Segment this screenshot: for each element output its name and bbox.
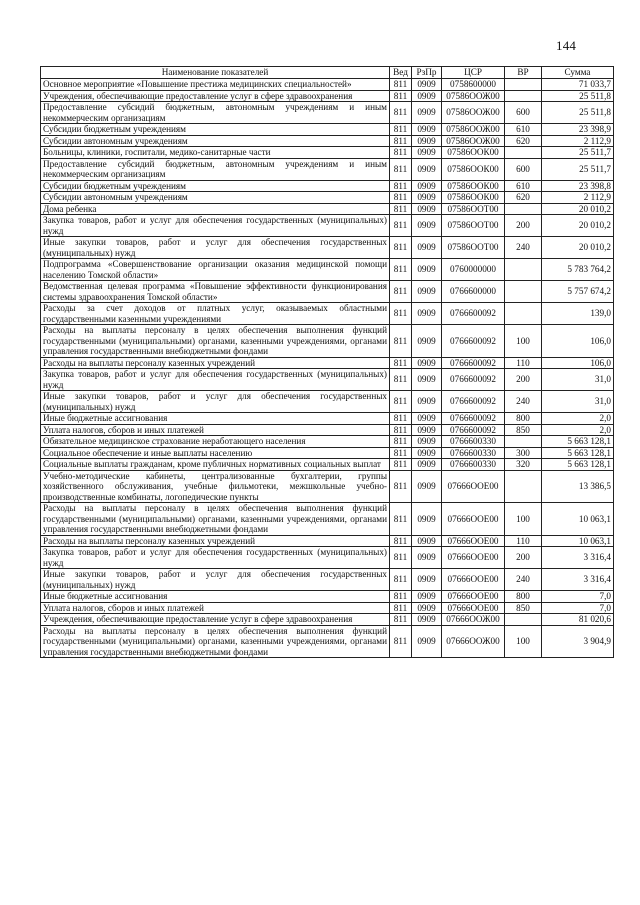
row-name-cell: Иные закупки товаров, работ и услуг для обеспечения государственных (муниципальных) нужд xyxy=(41,391,390,413)
row-vr-cell: 320 xyxy=(505,459,542,471)
row-vr-cell: 300 xyxy=(505,447,542,459)
row-ved-cell: 811 xyxy=(390,79,412,91)
row-csr-cell: 07586ООТ00 xyxy=(442,215,505,237)
table-row xyxy=(41,215,614,237)
table-row xyxy=(41,192,614,204)
row-csr-cell: 0766600330 xyxy=(442,447,505,459)
row-csr-cell: 0766600092 xyxy=(442,357,505,369)
table-row xyxy=(41,436,614,448)
row-rzpr-cell: 0909 xyxy=(412,237,442,259)
row-csr-cell: 07666ООЕ00 xyxy=(442,602,505,614)
row-ved-cell: 811 xyxy=(390,602,412,614)
table-row xyxy=(41,259,614,281)
table-row xyxy=(41,535,614,547)
row-rzpr-cell: 0909 xyxy=(412,90,442,102)
row-sum-cell: 2,0 xyxy=(542,424,614,436)
row-vr-cell: 850 xyxy=(505,424,542,436)
row-sum-cell: 139,0 xyxy=(542,303,614,325)
row-rzpr-cell: 0909 xyxy=(412,180,442,192)
table-row xyxy=(41,180,614,192)
row-ved-cell: 811 xyxy=(390,459,412,471)
row-name-cell: Учебно-методические кабинеты, централизованные бухгалтерии, группы хозяйственного обслуживания, учебные фильмотеки, межшкольные учебно-производственные комбинаты, логопедические пункты xyxy=(41,470,390,503)
row-rzpr-cell: 0909 xyxy=(412,602,442,614)
column-header-ved: Вед xyxy=(390,67,412,79)
row-csr-cell: 07666ООЕ00 xyxy=(442,569,505,591)
row-vr-cell xyxy=(505,259,542,281)
row-ved-cell: 811 xyxy=(390,369,412,391)
table-row xyxy=(41,369,614,391)
row-name-cell: Закупка товаров, работ и услуг для обеспечения государственных (муниципальных) нужд xyxy=(41,369,390,391)
row-sum-cell: 13 386,5 xyxy=(542,470,614,503)
row-sum-cell: 23 398,8 xyxy=(542,180,614,192)
row-sum-cell: 81 020,6 xyxy=(542,614,614,626)
row-vr-cell: 100 xyxy=(505,625,542,658)
table-row xyxy=(41,591,614,603)
row-csr-cell: 07666ООЕ00 xyxy=(442,470,505,503)
row-rzpr-cell: 0909 xyxy=(412,614,442,626)
row-sum-cell: 25 511,8 xyxy=(542,102,614,124)
row-ved-cell: 811 xyxy=(390,147,412,159)
row-vr-cell: 110 xyxy=(505,535,542,547)
row-csr-cell: 07666ООЕ00 xyxy=(442,535,505,547)
row-rzpr-cell: 0909 xyxy=(412,135,442,147)
row-csr-cell: 07666ООЖ00 xyxy=(442,614,505,626)
row-name-cell: Субсидии автономным учреждениям xyxy=(41,135,390,147)
row-csr-cell: 0760000000 xyxy=(442,259,505,281)
row-sum-cell: 71 033,7 xyxy=(542,79,614,91)
row-csr-cell: 07586ООЖ00 xyxy=(442,90,505,102)
row-vr-cell: 800 xyxy=(505,591,542,603)
row-ved-cell: 811 xyxy=(390,535,412,547)
row-name-cell: Закупка товаров, работ и услуг для обеспечения государственных (муниципальных) нужд xyxy=(41,547,390,569)
table-row xyxy=(41,237,614,259)
row-sum-cell: 3 316,4 xyxy=(542,547,614,569)
row-ved-cell: 811 xyxy=(390,180,412,192)
row-csr-cell: 07586ООК00 xyxy=(442,147,505,159)
row-sum-cell: 3 316,4 xyxy=(542,569,614,591)
row-vr-cell: 600 xyxy=(505,158,542,180)
row-vr-cell xyxy=(505,303,542,325)
table-row xyxy=(41,470,614,503)
row-csr-cell: 07586ООЖ00 xyxy=(442,135,505,147)
row-rzpr-cell: 0909 xyxy=(412,281,442,303)
row-ved-cell: 811 xyxy=(390,591,412,603)
table-row xyxy=(41,203,614,215)
row-csr-cell: 0766600330 xyxy=(442,436,505,448)
table-row xyxy=(41,90,614,102)
row-name-cell: Закупка товаров, работ и услуг для обеспечения государственных (муниципальных) нужд xyxy=(41,215,390,237)
table-row xyxy=(41,569,614,591)
row-name-cell: Учреждения, обеспечивающие предоставление услуг в сфере здравоохранения xyxy=(41,90,390,102)
row-ved-cell: 811 xyxy=(390,158,412,180)
row-vr-cell: 620 xyxy=(505,192,542,204)
row-csr-cell: 0766600092 xyxy=(442,369,505,391)
row-ved-cell: 811 xyxy=(390,237,412,259)
row-name-cell: Предоставление субсидий бюджетным, автономным учреждениям и иным некоммерческим организациям xyxy=(41,158,390,180)
row-rzpr-cell: 0909 xyxy=(412,535,442,547)
row-rzpr-cell: 0909 xyxy=(412,470,442,503)
row-sum-cell: 106,0 xyxy=(542,357,614,369)
row-sum-cell: 7,0 xyxy=(542,591,614,603)
row-csr-cell: 07586ООТ00 xyxy=(442,237,505,259)
row-ved-cell: 811 xyxy=(390,424,412,436)
row-vr-cell: 850 xyxy=(505,602,542,614)
row-csr-cell: 07666ООЖ00 xyxy=(442,625,505,658)
row-rzpr-cell: 0909 xyxy=(412,503,442,536)
table-row xyxy=(41,447,614,459)
table-row xyxy=(41,602,614,614)
row-vr-cell xyxy=(505,90,542,102)
row-rzpr-cell: 0909 xyxy=(412,203,442,215)
row-vr-cell: 100 xyxy=(505,325,542,358)
row-rzpr-cell: 0909 xyxy=(412,147,442,159)
row-sum-cell: 25 511,7 xyxy=(542,147,614,159)
row-sum-cell: 10 063,1 xyxy=(542,503,614,536)
table-row xyxy=(41,281,614,303)
row-rzpr-cell: 0909 xyxy=(412,424,442,436)
row-sum-cell: 5 663 128,1 xyxy=(542,459,614,471)
table-row xyxy=(41,135,614,147)
row-csr-cell: 0766600330 xyxy=(442,459,505,471)
row-sum-cell: 5 663 128,1 xyxy=(542,436,614,448)
table-row xyxy=(41,357,614,369)
row-rzpr-cell: 0909 xyxy=(412,591,442,603)
table-row xyxy=(41,413,614,425)
row-csr-cell: 0758600000 xyxy=(442,79,505,91)
row-name-cell: Подпрограмма «Совершенствование организации оказания медицинской помощи населению Томской области» xyxy=(41,259,390,281)
row-name-cell: Больницы, клиники, госпитали, медико-санитарные части xyxy=(41,147,390,159)
row-name-cell: Расходы на выплаты персоналу в целях обеспечения выполнения функций государственными (муниципальными) органами, казенными учреждениями, органами управления государственными внебюджетными фондами xyxy=(41,625,390,658)
row-csr-cell: 07586ООЖ00 xyxy=(442,102,505,124)
budget-table xyxy=(40,66,614,658)
row-vr-cell: 200 xyxy=(505,369,542,391)
column-header-csr: ЦСР xyxy=(442,67,505,79)
table-row xyxy=(41,79,614,91)
row-csr-cell: 07666ООЕ00 xyxy=(442,503,505,536)
row-csr-cell: 07586ООТ00 xyxy=(442,203,505,215)
table-row xyxy=(41,547,614,569)
row-rzpr-cell: 0909 xyxy=(412,325,442,358)
page-number: 144 xyxy=(556,38,577,53)
row-sum-cell: 3 904,9 xyxy=(542,625,614,658)
table-row xyxy=(41,158,614,180)
row-rzpr-cell: 0909 xyxy=(412,547,442,569)
row-sum-cell: 106,0 xyxy=(542,325,614,358)
row-sum-cell: 2 112,9 xyxy=(542,135,614,147)
row-vr-cell xyxy=(505,281,542,303)
row-vr-cell xyxy=(505,614,542,626)
row-csr-cell: 07586ООК00 xyxy=(442,158,505,180)
row-vr-cell xyxy=(505,147,542,159)
row-vr-cell: 110 xyxy=(505,357,542,369)
row-ved-cell: 811 xyxy=(390,281,412,303)
row-ved-cell: 811 xyxy=(390,192,412,204)
row-ved-cell: 811 xyxy=(390,547,412,569)
row-ved-cell: 811 xyxy=(390,303,412,325)
row-ved-cell: 811 xyxy=(390,391,412,413)
table-row xyxy=(41,459,614,471)
row-ved-cell: 811 xyxy=(390,413,412,425)
row-csr-cell: 0766600092 xyxy=(442,413,505,425)
row-rzpr-cell: 0909 xyxy=(412,303,442,325)
row-ved-cell: 811 xyxy=(390,90,412,102)
row-vr-cell: 200 xyxy=(505,215,542,237)
row-ved-cell: 811 xyxy=(390,203,412,215)
row-rzpr-cell: 0909 xyxy=(412,192,442,204)
row-vr-cell: 240 xyxy=(505,391,542,413)
row-sum-cell: 31,0 xyxy=(542,391,614,413)
row-csr-cell: 07586ООЖ00 xyxy=(442,124,505,136)
row-name-cell: Иные закупки товаров, работ и услуг для обеспечения государственных (муниципальных) нужд xyxy=(41,237,390,259)
table-row xyxy=(41,124,614,136)
row-name-cell: Расходы на выплаты персоналу в целях обеспечения выполнения функций государственными (муниципальными) органами, казенными учреждениями, органами управления государственными внебюджетными фондами xyxy=(41,325,390,358)
row-csr-cell: 0766600092 xyxy=(442,424,505,436)
row-ved-cell: 811 xyxy=(390,447,412,459)
row-ved-cell: 811 xyxy=(390,357,412,369)
row-csr-cell: 07666ООЕ00 xyxy=(442,591,505,603)
row-rzpr-cell: 0909 xyxy=(412,357,442,369)
row-name-cell: Социальные выплаты гражданам, кроме публичных нормативных социальных выплат xyxy=(41,459,390,471)
row-rzpr-cell: 0909 xyxy=(412,459,442,471)
row-ved-cell: 811 xyxy=(390,102,412,124)
row-sum-cell: 25 511,8 xyxy=(542,90,614,102)
row-name-cell: Обязательное медицинское страхование неработающего населения xyxy=(41,436,390,448)
table-row xyxy=(41,303,614,325)
table-row xyxy=(41,325,614,358)
row-sum-cell: 5 783 764,2 xyxy=(542,259,614,281)
row-rzpr-cell: 0909 xyxy=(412,158,442,180)
table-row xyxy=(41,391,614,413)
row-vr-cell: 240 xyxy=(505,569,542,591)
row-vr-cell xyxy=(505,79,542,91)
row-sum-cell: 23 398,9 xyxy=(542,124,614,136)
table-row xyxy=(41,625,614,658)
row-vr-cell: 240 xyxy=(505,237,542,259)
row-rzpr-cell: 0909 xyxy=(412,369,442,391)
row-rzpr-cell: 0909 xyxy=(412,447,442,459)
row-csr-cell: 0766600000 xyxy=(442,281,505,303)
row-vr-cell: 600 xyxy=(505,102,542,124)
row-rzpr-cell: 0909 xyxy=(412,259,442,281)
row-name-cell: Субсидии бюджетным учреждениям xyxy=(41,124,390,136)
row-csr-cell: 07586ООК00 xyxy=(442,180,505,192)
table-row xyxy=(41,424,614,436)
row-rzpr-cell: 0909 xyxy=(412,215,442,237)
row-rzpr-cell: 0909 xyxy=(412,124,442,136)
row-rzpr-cell: 0909 xyxy=(412,391,442,413)
row-ved-cell: 811 xyxy=(390,569,412,591)
table-header-row xyxy=(41,67,614,79)
row-sum-cell: 20 010,2 xyxy=(542,237,614,259)
row-vr-cell xyxy=(505,203,542,215)
row-rzpr-cell: 0909 xyxy=(412,413,442,425)
row-sum-cell: 25 511,7 xyxy=(542,158,614,180)
row-sum-cell: 31,0 xyxy=(542,369,614,391)
row-vr-cell xyxy=(505,470,542,503)
row-sum-cell: 2,0 xyxy=(542,413,614,425)
row-name-cell: Основное мероприятие «Повышение престижа медицинских специальностей» xyxy=(41,79,390,91)
row-csr-cell: 0766600092 xyxy=(442,325,505,358)
row-ved-cell: 811 xyxy=(390,625,412,658)
row-ved-cell: 811 xyxy=(390,259,412,281)
row-name-cell: Иные бюджетные ассигнования xyxy=(41,413,390,425)
row-name-cell: Дома ребенка xyxy=(41,203,390,215)
table-row xyxy=(41,614,614,626)
row-name-cell: Иные закупки товаров, работ и услуг для обеспечения государственных (муниципальных) нужд xyxy=(41,569,390,591)
table-row xyxy=(41,102,614,124)
row-sum-cell: 10 063,1 xyxy=(542,535,614,547)
row-vr-cell xyxy=(505,436,542,448)
row-name-cell: Уплата налогов, сборов и иных платежей xyxy=(41,424,390,436)
row-name-cell: Расходы на выплаты персоналу казенных учреждений xyxy=(41,357,390,369)
row-name-cell: Расходы на выплаты персоналу казенных учреждений xyxy=(41,535,390,547)
column-header-vr: ВР xyxy=(505,67,542,79)
row-name-cell: Расходы на выплаты персоналу в целях обеспечения выполнения функций государственными (муниципальными) органами, казенными учреждениями, органами управления государственными внебюджетными фондами xyxy=(41,503,390,536)
row-sum-cell: 5 757 674,2 xyxy=(542,281,614,303)
row-vr-cell: 620 xyxy=(505,135,542,147)
row-name-cell: Иные бюджетные ассигнования xyxy=(41,591,390,603)
row-sum-cell: 7,0 xyxy=(542,602,614,614)
row-name-cell: Учреждения, обеспечивающие предоставление услуг в сфере здравоохранения xyxy=(41,614,390,626)
row-ved-cell: 811 xyxy=(390,215,412,237)
row-ved-cell: 811 xyxy=(390,124,412,136)
row-name-cell: Субсидии бюджетным учреждениям xyxy=(41,180,390,192)
row-rzpr-cell: 0909 xyxy=(412,436,442,448)
row-name-cell: Субсидии автономным учреждениям xyxy=(41,192,390,204)
row-csr-cell: 07586ООК00 xyxy=(442,192,505,204)
row-vr-cell: 100 xyxy=(505,503,542,536)
column-header-rzpr: РзПр xyxy=(412,67,442,79)
row-ved-cell: 811 xyxy=(390,470,412,503)
column-header-name: Наименование показателей xyxy=(41,67,390,79)
row-vr-cell: 200 xyxy=(505,547,542,569)
row-rzpr-cell: 0909 xyxy=(412,625,442,658)
row-sum-cell: 20 010,2 xyxy=(542,215,614,237)
table-body xyxy=(41,79,614,658)
row-name-cell: Расходы за счет доходов от платных услуг, оказываемых областными государственными казенными учреждениями xyxy=(41,303,390,325)
row-vr-cell: 610 xyxy=(505,180,542,192)
column-header-sum: Сумма xyxy=(542,67,614,79)
row-name-cell: Ведомственная целевая программа «Повышение эффективности функционирования системы здравоохранения Томской области» xyxy=(41,281,390,303)
row-sum-cell: 5 663 128,1 xyxy=(542,447,614,459)
row-ved-cell: 811 xyxy=(390,614,412,626)
row-csr-cell: 0766600092 xyxy=(442,303,505,325)
row-vr-cell: 610 xyxy=(505,124,542,136)
table-row xyxy=(41,147,614,159)
row-ved-cell: 811 xyxy=(390,325,412,358)
row-rzpr-cell: 0909 xyxy=(412,79,442,91)
row-ved-cell: 811 xyxy=(390,436,412,448)
row-rzpr-cell: 0909 xyxy=(412,102,442,124)
row-sum-cell: 2 112,9 xyxy=(542,192,614,204)
row-sum-cell: 20 010,2 xyxy=(542,203,614,215)
row-name-cell: Социальное обеспечение и иные выплаты населению xyxy=(41,447,390,459)
table-row xyxy=(41,503,614,536)
row-name-cell: Предоставление субсидий бюджетным, автономным учреждениям и иным некоммерческим организациям xyxy=(41,102,390,124)
row-csr-cell: 07666ООЕ00 xyxy=(442,547,505,569)
row-ved-cell: 811 xyxy=(390,503,412,536)
row-csr-cell: 0766600092 xyxy=(442,391,505,413)
row-name-cell: Уплата налогов, сборов и иных платежей xyxy=(41,602,390,614)
row-vr-cell: 800 xyxy=(505,413,542,425)
row-rzpr-cell: 0909 xyxy=(412,569,442,591)
row-ved-cell: 811 xyxy=(390,135,412,147)
